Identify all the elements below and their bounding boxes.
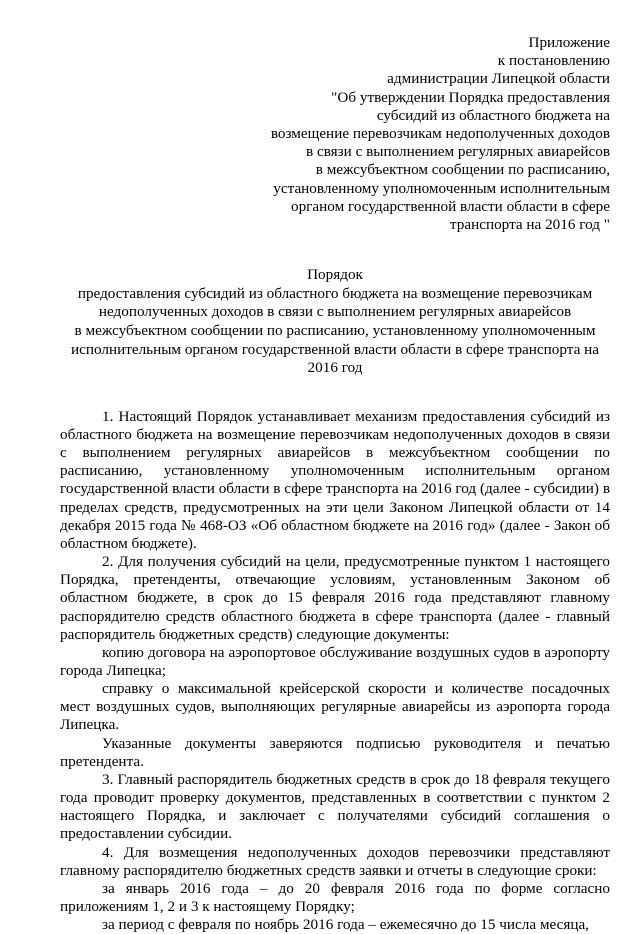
- appendix-line: возмещение перевозчикам недополученных доходов: [270, 125, 610, 143]
- appendix-line: в связи с выполнением регулярных авиарейсов: [306, 143, 610, 161]
- appendix-line: в межсубъектном сообщении по расписанию,: [315, 161, 610, 179]
- paragraph-3: 3. Главный распорядитель бюджетных средств в срок до 18 февраля текущего года проводит проверку документов, представленных в соответствии с пунктом 2 настоящего Порядка, и заключает с получателями субсидий соглашения о предоставлении субсидии.: [60, 770, 610, 843]
- title-line: недополученных доходов в связи с выполнением регулярных авиарейсов: [98, 303, 572, 321]
- title-line: предоставления субсидий из областного бюджета на возмещение перевозчикам: [77, 284, 593, 302]
- appendix-line: администрации Липецкой области: [387, 70, 610, 88]
- document-body: [60, 408, 610, 934]
- document-title: [60, 266, 610, 378]
- appendix-line: субсидий из областного бюджета на: [376, 106, 610, 124]
- title-heading: Порядок: [307, 266, 363, 284]
- paragraph-2-item-1: копию договора на аэропортовое обслуживание воздушных судов в аэропорту города Липецка;: [60, 643, 610, 679]
- title-line: 2016 год: [307, 359, 363, 377]
- paragraph-4: 4. Для возмещения недополученных доходов перевозчики представляют главному распорядителю бюджетных средств заявки и отчеты в следующие сроки:: [60, 843, 610, 879]
- appendix-line: к постановлению: [497, 52, 610, 70]
- title-line: в межсубъектном сообщении по расписанию, установленному уполномоченным: [74, 322, 596, 340]
- appendix-line: органом государственной власти области в сфере: [290, 197, 610, 215]
- paragraph-4-item-2: за период с февраля по ноябрь 2016 года – ежемесячно до 15 числа месяца,: [102, 916, 589, 934]
- appendix-line: транспорта на 2016 год ": [449, 216, 610, 234]
- appendix-line: Приложение: [528, 34, 610, 51]
- appendix-header: [60, 34, 610, 234]
- appendix-line: "Об утверждении Порядка предоставления: [331, 88, 610, 106]
- title-line: исполнительным органом государственной власти области в сфере транспорта на: [70, 340, 600, 358]
- appendix-line: установленному уполномоченным исполнительным: [273, 179, 610, 197]
- paragraph-2: 2. Для получения субсидий на цели, предусмотренные пунктом 1 настоящего Порядка, претенденты, отвечающие условиям, установленным Законом об областном бюджете, в срок до 15 февраля 2016 года представляют главному распорядителю средств областного бюджета в сфере транспорта (далее - главный распорядитель бюджетных средств) следующие документы:: [60, 553, 610, 643]
- paragraph-2-item-2: справку о максимальной крейсерской скорости и количестве посадочных мест воздушных судов, выполняющих регулярные авиарейсы из аэропорта города Липецка.: [60, 680, 610, 734]
- paragraph-1: 1. Настоящий Порядок устанавливает механизм предоставления субсидий из областного бюджета на возмещение перевозчикам недополученных доходов в связи с выполнением регулярных авиарейсов в межсубъектном сообщении по расписанию, установленному уполномоченным исполнительным органом государственной власти области в сфере транспорта на 2016 год (далее - субсидии) в пределах средств, предусмотренных на эти цели Законом Липецкой области от 14 декабря 2015 года № 468-ОЗ «Об областном бюджете на 2016 год» (далее - Закон об областном бюджете).: [60, 407, 610, 552]
- paragraph-2-note: Указанные документы заверяются подписью руководителя и печатью претендента.: [60, 734, 610, 770]
- paragraph-4-item-1: за январь 2016 года – до 20 февраля 2016 года по форме согласно приложениям 1, 2 и 3 к настоящему Порядку;: [60, 879, 610, 916]
